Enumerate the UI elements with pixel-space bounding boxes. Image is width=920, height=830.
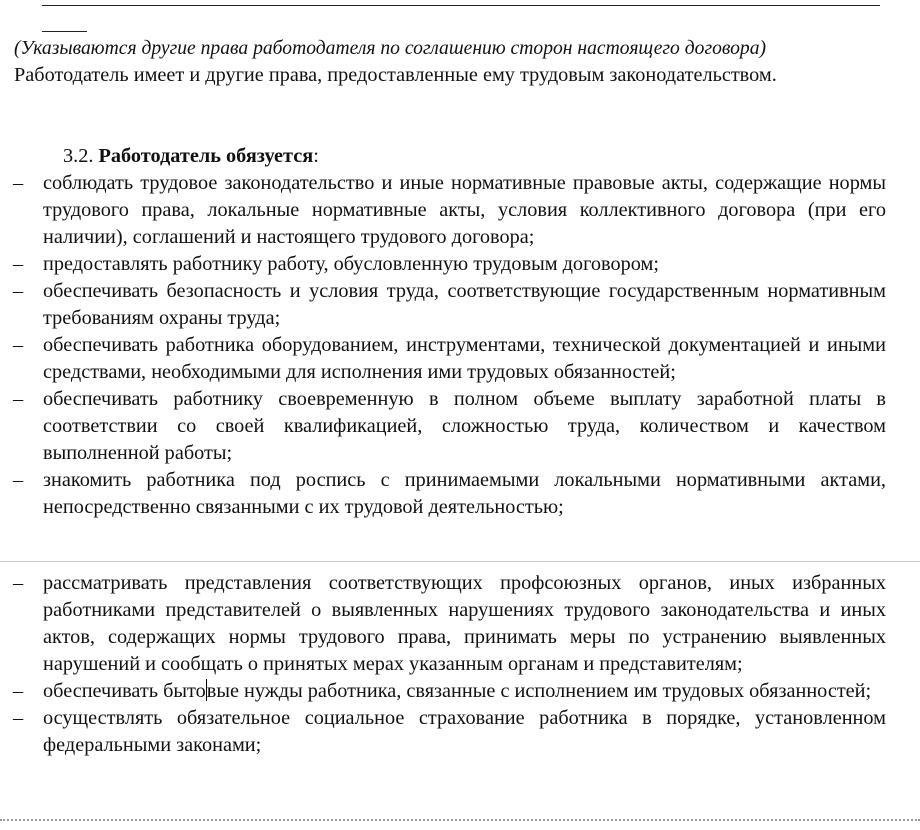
list-item[interactable] [0, 467, 920, 521]
page-break-line [0, 561, 920, 562]
dash-bullet: – [13, 707, 24, 729]
list-item-text: обеспечивать безопасность и условия труда, соответствующие государственным нормативным требованиям охраны труда; [43, 280, 886, 329]
list-item-text: рассматривать представления соответствующих профсоюзных органов, иных избранных работниками представителей о выявленных нарушениях трудового законодательства и иных актов, содержащих нормы трудового права, принимать меры по устранению выявленных нарушений и сообщать о принятых мерах указанным органам и представителям; [43, 572, 886, 675]
list-item-text: обеспечивать работника оборудованием, инструментами, технической документацией и иными средствами, необходимыми для исполнения ими трудовых обязанностей; [43, 334, 886, 383]
list-item-text: обеспечивать работнику своевременную в полном объеме выплату заработной платы в соответствии со своей квалификацией, сложностью труда, количеством и качеством выполненной работы; [43, 388, 886, 464]
obligations-list-page-1 [0, 170, 920, 521]
text-before-cursor: обеспечивать быто [43, 680, 206, 702]
list-item-text: предоставлять работнику работу, обусловленную трудовым договором; [43, 253, 659, 275]
dash-bullet: – [13, 572, 24, 594]
list-item-text: осуществлять обязательное социальное страхование работника в порядке, установленном федеральными законами; [43, 707, 886, 756]
list-item-text [43, 678, 886, 705]
dash-bullet: – [13, 253, 24, 275]
list-item[interactable] [0, 705, 920, 759]
list-item[interactable] [0, 386, 920, 467]
top-separator-line [42, 5, 880, 6]
dash-bullet: – [13, 469, 24, 491]
section-title: Работодатель обязуется [98, 145, 314, 167]
text-after-cursor: вые нужды работника, связанные с исполнением им трудовых обязанностей; [206, 680, 872, 702]
section-suffix: : [313, 145, 319, 167]
section-heading[interactable] [63, 143, 319, 170]
dash-bullet: – [13, 280, 24, 302]
section-number: 3.2. [63, 145, 94, 167]
list-item[interactable] [0, 678, 920, 705]
italic-note[interactable]: (Указываются другие права работодателя по соглашению сторон настоящего договора) [14, 38, 767, 59]
obligations-list-page-2 [0, 570, 920, 759]
dash-bullet: – [13, 680, 24, 702]
dash-bullet: – [13, 334, 24, 356]
list-item-text: знакомить работника под роспись с принимаемыми локальными нормативными актами, непосредственно связанными с их трудовой деятельностью; [43, 469, 886, 518]
dash-bullet: – [13, 172, 24, 194]
blank-underline [42, 31, 87, 32]
bottom-cut-line [0, 819, 920, 821]
list-item[interactable] [0, 278, 920, 332]
list-item[interactable] [0, 332, 920, 386]
employer-rights-paragraph[interactable]: Работодатель имеет и другие права, предоставленные ему трудовым законодательством. [14, 64, 777, 86]
dash-bullet: – [13, 388, 24, 410]
list-item-text: соблюдать трудовое законодательство и иные нормативные правовые акты, содержащие нормы трудового права, локальные нормативные акты, условия коллективного договора (при его наличии), соглашений и настоящего трудового договора; [43, 172, 886, 248]
list-item[interactable] [0, 570, 920, 678]
list-item[interactable] [0, 251, 920, 278]
list-item[interactable] [0, 170, 920, 251]
